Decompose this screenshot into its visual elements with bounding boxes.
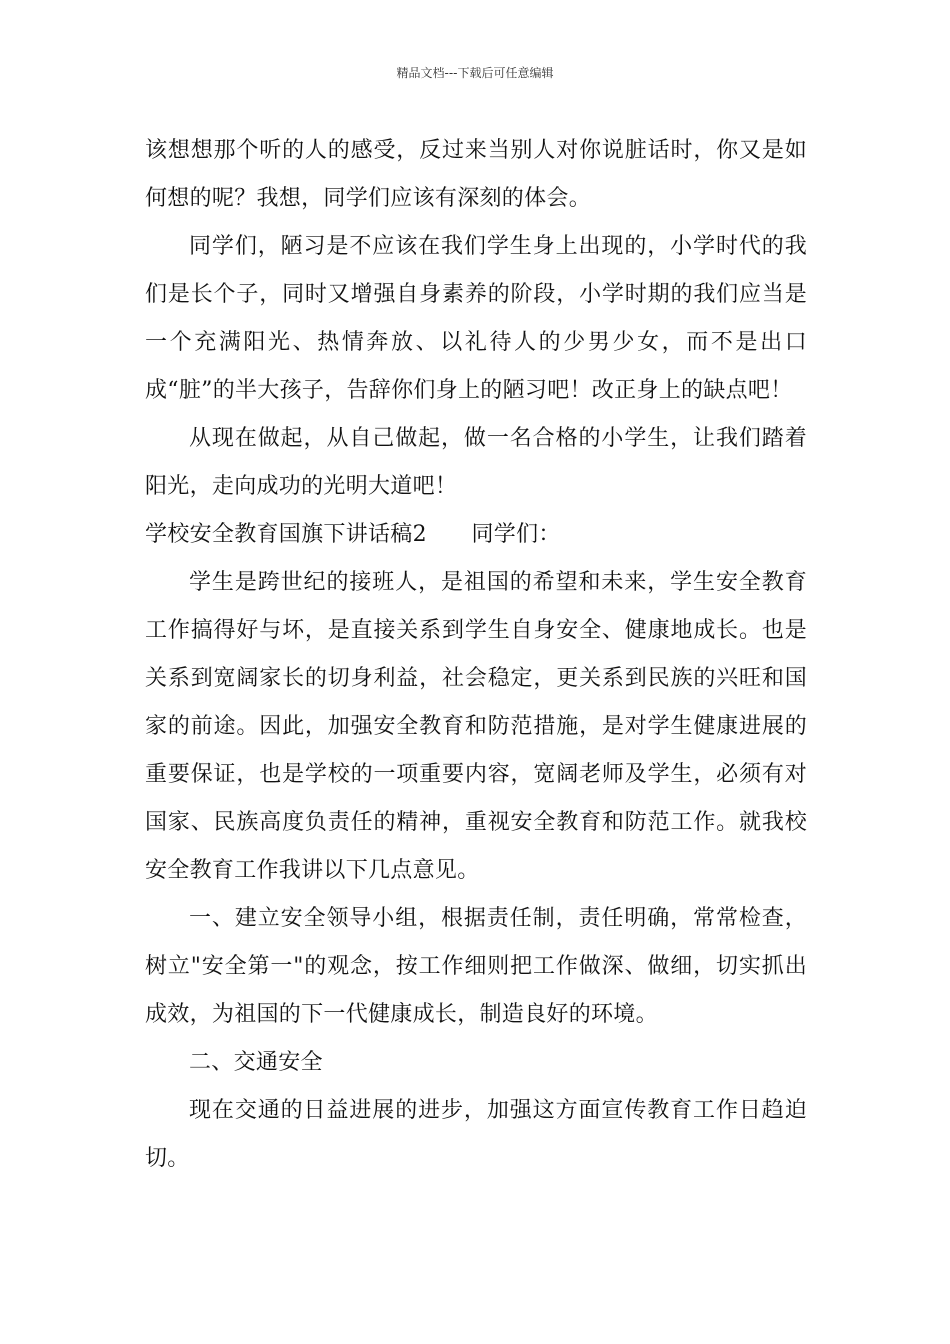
page-header: 精品文档---下载后可任意编辑 bbox=[396, 66, 554, 80]
document-body bbox=[145, 127, 807, 1183]
paragraph-1: 该想想那个听的人的感受，反过来当别人对你说脏话时，你又是如何想的呢？我想，同学们应该有深刻的体会。 bbox=[145, 138, 807, 211]
paragraph-5: 一、建立安全领导小组，根据责任制，责任明确，常常检查，树立"安全第一"的观念，按工作细则把工作做深、做细，切实抓出成效，为祖国的下一代健康成长，制造良好的环境。 bbox=[145, 906, 807, 1027]
paragraph-3: 从现在做起，从自己做起，做一名合格的小学生，让我们踏着阳光，走向成功的光明大道吧！ bbox=[145, 426, 807, 499]
paragraph-4: 学生是跨世纪的接班人，是祖国的希望和未来，学生安全教育工作搞得好与坏，是直接关系到学生自身安全、健康地成长。也是关系到宽阔家长的切身利益，社会稳定，更关系到民族的兴旺和国家的前途。因此，加强安全教育和防范措施，是对学生健康进展的重要保证，也是学校的一项重要内容，宽阔老师及学生，必须有对国家、民族高度负责任的精神，重视安全教育和防范工作。就我校安全教育工作我讲以下几点意见。 bbox=[145, 570, 807, 883]
paragraph-2: 同学们，陋习是不应该在我们学生身上出现的，小学时代的我们是长个子，同时又增强自身素养的阶段，小学时期的我们应当是一个充满阳光、热情奔放、以礼待人的少男少女，而不是出口成“脏”的半大孩子，告辞你们身上的陋习吧！改正身上的缺点吧！ bbox=[145, 234, 807, 403]
subheading-traffic-safety: 二、交通安全 bbox=[189, 1050, 323, 1075]
paragraph-6: 现在交通的日益进展的进步，加强这方面宣传教育工作日趋迫切。 bbox=[145, 1098, 807, 1171]
section-heading: 学校安全教育国旗下讲话稿2 同学们： bbox=[145, 522, 561, 547]
